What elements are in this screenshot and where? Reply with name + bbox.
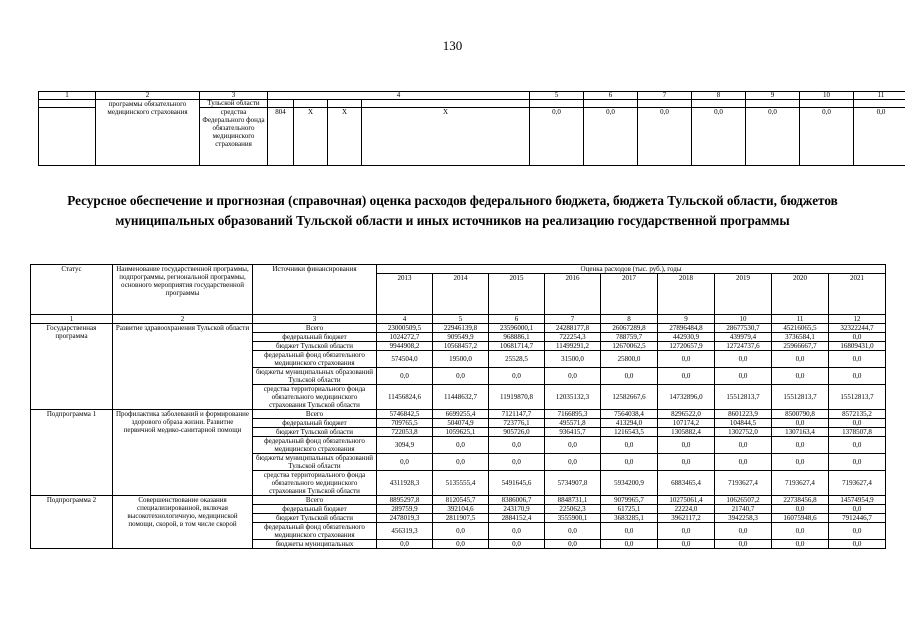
value-cell: 0,0	[489, 368, 545, 385]
value-cell: 936415,7	[545, 428, 601, 437]
value-cell: 0,0	[658, 540, 715, 549]
section-heading: Ресурсное обеспечение и прогнозная (справочная) оценка расходов федерального бюджета, бюджета Тульской области, бюджетов муниципальных образований Тульской области и иных источников на реализацию государственной программы	[67, 193, 838, 228]
value-cell: 0,0	[545, 437, 601, 454]
header-row	[31, 265, 886, 274]
value-cell: 0,0	[658, 454, 715, 471]
value-cell: 24288177,8	[545, 324, 601, 333]
source-header: Источники финансирования	[253, 265, 377, 315]
col-number: 2	[96, 92, 200, 100]
col-number: 1	[31, 315, 113, 324]
empty-cell	[362, 100, 530, 108]
value-cell: 0,0	[545, 368, 601, 385]
empty-cell	[328, 100, 362, 108]
value-cell: 0,0	[772, 505, 829, 514]
value-cell: 22946139,8	[433, 324, 489, 333]
source-cell: бюджет Тульской области	[253, 514, 377, 523]
value-cell: 5934200,9	[601, 471, 658, 496]
value-cell: 0,0	[489, 523, 545, 540]
program-name-cell: Развитие здравоохранения Тульской области	[113, 324, 253, 410]
x-cell: X	[362, 108, 530, 166]
col-number: 11	[854, 92, 905, 100]
year-header: 2015	[489, 274, 545, 315]
value-cell: 0,0	[601, 454, 658, 471]
value-cell: 0,0	[829, 419, 886, 428]
status-cell: Подпрограмма 1	[31, 410, 113, 496]
empty-cell	[39, 108, 96, 166]
empty-cell	[39, 100, 96, 108]
value-cell: 0,0	[715, 351, 772, 368]
page-number: 130	[442, 38, 463, 53]
value-cell: 1302752,0	[715, 428, 772, 437]
value-cell: 0,0	[377, 454, 433, 471]
value-cell: 723776,1	[489, 419, 545, 428]
source-cell: Всего	[253, 496, 377, 505]
value-cell: 0,0	[658, 523, 715, 540]
value-cell: 0,0	[772, 368, 829, 385]
value-cell: 5135555,4	[433, 471, 489, 496]
col-number: 6	[489, 315, 545, 324]
value-cell: 7912446,7	[829, 514, 886, 523]
source-cell: бюджеты муниципальных	[253, 540, 377, 549]
value-cell: 2811907,5	[433, 514, 489, 523]
value-cell: 8848731,1	[545, 496, 601, 505]
value-cell: 8296522,0	[658, 410, 715, 419]
value-cell: 0,0	[601, 540, 658, 549]
value-cell: 243170,9	[489, 505, 545, 514]
value-cell: 7564038,4	[601, 410, 658, 419]
value-cell: 0,0	[545, 540, 601, 549]
value-cell: 16075948,6	[772, 514, 829, 523]
value-cell: 495571,8	[545, 419, 601, 428]
value-cell: 26067289,8	[601, 324, 658, 333]
value-cell: 107174,2	[658, 419, 715, 428]
value-cell: 0,0	[692, 108, 746, 166]
value-cell: 456319,3	[377, 523, 433, 540]
col-number: 7	[545, 315, 601, 324]
x-cell: X	[294, 108, 328, 166]
source-cell: Всего	[253, 324, 377, 333]
value-cell: 0,0	[377, 540, 433, 549]
value-cell: 905726,0	[489, 428, 545, 437]
value-cell: 10568457,2	[433, 342, 489, 351]
col-number: 9	[746, 92, 800, 100]
value-cell: 15512813,7	[829, 385, 886, 410]
year-header: 2017	[601, 274, 658, 315]
value-cell: 722053,8	[377, 428, 433, 437]
col-number: 11	[772, 315, 829, 324]
value-cell: 0,0	[829, 333, 886, 342]
value-cell: 15512813,7	[715, 385, 772, 410]
value-cell: 0,0	[800, 108, 854, 166]
source-cell: бюджеты муниципальных образований Тульской области	[253, 368, 377, 385]
value-cell: 225062,3	[545, 505, 601, 514]
value-cell: 0,0	[829, 454, 886, 471]
value-cell: 0,0	[715, 540, 772, 549]
col-number: 10	[800, 92, 854, 100]
empty-cell	[294, 100, 328, 108]
value-cell: 0,0	[584, 108, 638, 166]
value-cell: 11448632,7	[433, 385, 489, 410]
name-header: Наименование государственной программы, подпрограммы, региональной программы, основного мероприятия государственной программы	[113, 265, 253, 315]
value-cell: 0,0	[658, 368, 715, 385]
column-number-row	[39, 92, 905, 100]
value-cell: 15512813,7	[772, 385, 829, 410]
value-cell: 1307163,4	[772, 428, 829, 437]
value-cell: 0,0	[715, 437, 772, 454]
value-cell: 31500,0	[545, 351, 601, 368]
col-number: 2	[113, 315, 253, 324]
col-number: 9	[658, 315, 715, 324]
empty-cell	[638, 100, 692, 108]
value-cell: 0,0	[545, 454, 601, 471]
value-cell: 1024272,7	[377, 333, 433, 342]
value-cell: 0,0	[489, 454, 545, 471]
continuation-table	[38, 91, 905, 166]
source-cell: бюджет Тульской области	[253, 342, 377, 351]
value-cell: 0,0	[377, 368, 433, 385]
value-cell: 9079965,7	[601, 496, 658, 505]
value-cell: 709765,5	[377, 419, 433, 428]
value-cell: 392104,6	[433, 505, 489, 514]
value-cell: 6699255,4	[433, 410, 489, 419]
value-cell: 4311928,3	[377, 471, 433, 496]
value-cell: 0,0	[854, 108, 905, 166]
value-cell: 61725,1	[601, 505, 658, 514]
value-cell: 0,0	[433, 540, 489, 549]
value-cell: 0,0	[829, 505, 886, 514]
col-number: 12	[829, 315, 886, 324]
value-cell: 3962117,2	[658, 514, 715, 523]
value-cell: 25800,0	[601, 351, 658, 368]
value-cell: 2478019,3	[377, 514, 433, 523]
col-number: 5	[433, 315, 489, 324]
value-cell: 0,0	[772, 351, 829, 368]
value-cell: 7193627,4	[715, 471, 772, 496]
value-cell: 5734907,8	[545, 471, 601, 496]
source-cell: бюджет Тульской области	[253, 428, 377, 437]
value-cell: 788759,7	[601, 333, 658, 342]
value-cell: 3555900,1	[545, 514, 601, 523]
value-cell: 0,0	[489, 437, 545, 454]
value-cell: 0,0	[829, 540, 886, 549]
value-cell: 0,0	[772, 419, 829, 428]
value-cell: 1378507,8	[829, 428, 886, 437]
year-header: 2020	[772, 274, 829, 315]
code-cell: 804	[268, 108, 294, 166]
value-cell: 27896484,8	[658, 324, 715, 333]
status-header: Статус	[31, 265, 113, 315]
value-cell: 0,0	[530, 108, 584, 166]
value-cell: 0,0	[715, 454, 772, 471]
value-cell: 14732896,0	[658, 385, 715, 410]
value-cell: 12582667,6	[601, 385, 658, 410]
value-cell: 0,0	[829, 351, 886, 368]
value-cell: 7166895,3	[545, 410, 601, 419]
value-cell: 0,0	[829, 368, 886, 385]
value-cell: 8120545,7	[433, 496, 489, 505]
value-cell: 25966667,7	[772, 342, 829, 351]
year-header: 2013	[377, 274, 433, 315]
value-cell: 22738456,8	[772, 496, 829, 505]
value-cell: 413294,0	[601, 419, 658, 428]
year-header: 2016	[545, 274, 601, 315]
program-name-cell: Совершенствование оказания специализированной, включая высокотехнологичную, медицинской помощи, скорой, в том числе скорой	[113, 496, 253, 549]
col-number: 7	[638, 92, 692, 100]
value-cell: 14574954,9	[829, 496, 886, 505]
source-cell: средства территориального фонда обязательного медицинского страхования Тульской области	[253, 385, 377, 410]
source-cell: федеральный бюджет	[253, 419, 377, 428]
value-cell: 0,0	[829, 523, 886, 540]
year-header: 2014	[433, 274, 489, 315]
value-cell: 289759,9	[377, 505, 433, 514]
source-cell: федеральный фонд обязательного медицинского страхования	[253, 523, 377, 540]
value-cell: 0,0	[601, 523, 658, 540]
value-cell: 11499291,2	[545, 342, 601, 351]
value-cell: 0,0	[658, 351, 715, 368]
value-cell: 32322244,7	[829, 324, 886, 333]
value-cell: 7193627,4	[772, 471, 829, 496]
value-cell: 1305882,4	[658, 428, 715, 437]
value-cell: 45216065,5	[772, 324, 829, 333]
table-row	[31, 324, 886, 333]
value-cell: 504074,9	[433, 419, 489, 428]
value-cell: 2884152,4	[489, 514, 545, 523]
value-cell: 11919870,8	[489, 385, 545, 410]
value-cell: 0,0	[772, 437, 829, 454]
value-cell: 12720657,9	[658, 342, 715, 351]
table-body	[31, 324, 886, 549]
empty-cell	[530, 100, 584, 108]
col-number: 8	[601, 315, 658, 324]
table-row	[31, 410, 886, 419]
value-cell: 5491645,6	[489, 471, 545, 496]
col-number: 4	[377, 315, 433, 324]
empty-cell	[268, 100, 294, 108]
source-cell: федеральный бюджет	[253, 505, 377, 514]
col-number: 3	[253, 315, 377, 324]
value-cell: 8601223,9	[715, 410, 772, 419]
value-cell: 0,0	[489, 540, 545, 549]
value-cell: 12035132,3	[545, 385, 601, 410]
col-number: 3	[200, 92, 268, 100]
status-cell: Подпрограмма 2	[31, 496, 113, 549]
value-cell: 574504,0	[377, 351, 433, 368]
value-cell: 0,0	[433, 437, 489, 454]
value-cell: 12724737,6	[715, 342, 772, 351]
year-header: 2021	[829, 274, 886, 315]
value-cell: 909549,9	[433, 333, 489, 342]
value-cell: 439979,4	[715, 333, 772, 342]
value-cell: 16809431,0	[829, 342, 886, 351]
source-cell: федеральный фонд обязательного медицинского страхования	[253, 437, 377, 454]
value-cell: 0,0	[545, 523, 601, 540]
value-cell: 442930,9	[658, 333, 715, 342]
value-cell: 7193627,4	[829, 471, 886, 496]
value-cell: 11456824,6	[377, 385, 433, 410]
empty-cell	[746, 100, 800, 108]
x-cell: X	[328, 108, 362, 166]
empty-cell	[692, 100, 746, 108]
source-cell: федеральный фонд обязательного медицинского страхования	[253, 351, 377, 368]
empty-cell	[854, 100, 905, 108]
resource-table	[30, 264, 886, 549]
value-cell: 0,0	[433, 523, 489, 540]
program-name-cell: Профилактика заболеваний и формирование здорового образа жизни. Развитие первичной медико-санитарной помощи	[113, 410, 253, 496]
value-cell: 10626507,2	[715, 496, 772, 505]
year-header: 2019	[715, 274, 772, 315]
value-cell: 968886,1	[489, 333, 545, 342]
value-cell: 0,0	[433, 454, 489, 471]
col-number: 4	[268, 92, 530, 100]
value-cell: 3094,9	[377, 437, 433, 454]
value-cell: 0,0	[772, 523, 829, 540]
empty-cell	[584, 100, 638, 108]
source-cell: бюджеты муниципальных образований Тульской области	[253, 454, 377, 471]
value-cell: 10275061,4	[658, 496, 715, 505]
value-cell: 23596000,1	[489, 324, 545, 333]
value-cell: 12670062,5	[601, 342, 658, 351]
value-cell: 7121147,7	[489, 410, 545, 419]
value-cell: 5746842,5	[377, 410, 433, 419]
value-cell: 1216543,5	[601, 428, 658, 437]
value-cell: 0,0	[433, 368, 489, 385]
value-cell: 8386006,7	[489, 496, 545, 505]
value-cell: 25528,5	[489, 351, 545, 368]
value-cell: 0,0	[829, 437, 886, 454]
program-name: программы обязательного медицинского страхования	[96, 100, 200, 166]
value-cell: 0,0	[772, 454, 829, 471]
value-cell: 0,0	[715, 368, 772, 385]
col-number: 1	[39, 92, 96, 100]
col-number: 5	[530, 92, 584, 100]
table-row	[31, 496, 886, 505]
value-cell: 0,0	[715, 523, 772, 540]
value-cell: 28677530,7	[715, 324, 772, 333]
source-cell: Всего	[253, 410, 377, 419]
value-cell: 21740,7	[715, 505, 772, 514]
column-number-row	[31, 315, 886, 324]
source-cell: средства территориального фонда обязательного медицинского страхования Тульской области	[253, 471, 377, 496]
year-header: 2018	[658, 274, 715, 315]
source-cell: Тульской области	[200, 100, 268, 108]
value-cell: 19500,0	[433, 351, 489, 368]
value-cell: 22224,0	[658, 505, 715, 514]
value-cell: 3736584,1	[772, 333, 829, 342]
value-cell: 0,0	[601, 437, 658, 454]
status-cell: Государственная программа	[31, 324, 113, 410]
col-number: 10	[715, 315, 772, 324]
value-cell: 10681714,7	[489, 342, 545, 351]
table-row	[39, 100, 905, 108]
value-cell: 8572135,2	[829, 410, 886, 419]
value-cell: 722254,3	[545, 333, 601, 342]
empty-cell	[800, 100, 854, 108]
source-cell: средства Федерального фонда обязательного медицинского страхования	[200, 108, 268, 166]
value-cell: 104844,5	[715, 419, 772, 428]
value-cell: 1059625,1	[433, 428, 489, 437]
value-cell: 3942258,3	[715, 514, 772, 523]
value-cell: 9944908,2	[377, 342, 433, 351]
value-cell: 0,0	[772, 540, 829, 549]
estimate-header: Оценка расходов (тыс. руб.), годы	[377, 265, 886, 274]
value-cell: 3683285,1	[601, 514, 658, 523]
col-number: 8	[692, 92, 746, 100]
value-cell: 0,0	[638, 108, 692, 166]
value-cell: 0,0	[601, 368, 658, 385]
value-cell: 6883465,4	[658, 471, 715, 496]
source-cell: федеральный бюджет	[253, 333, 377, 342]
value-cell: 23000509,5	[377, 324, 433, 333]
value-cell: 8895297,8	[377, 496, 433, 505]
value-cell: 0,0	[746, 108, 800, 166]
col-number: 6	[584, 92, 638, 100]
value-cell: 0,0	[658, 437, 715, 454]
value-cell: 8500790,8	[772, 410, 829, 419]
